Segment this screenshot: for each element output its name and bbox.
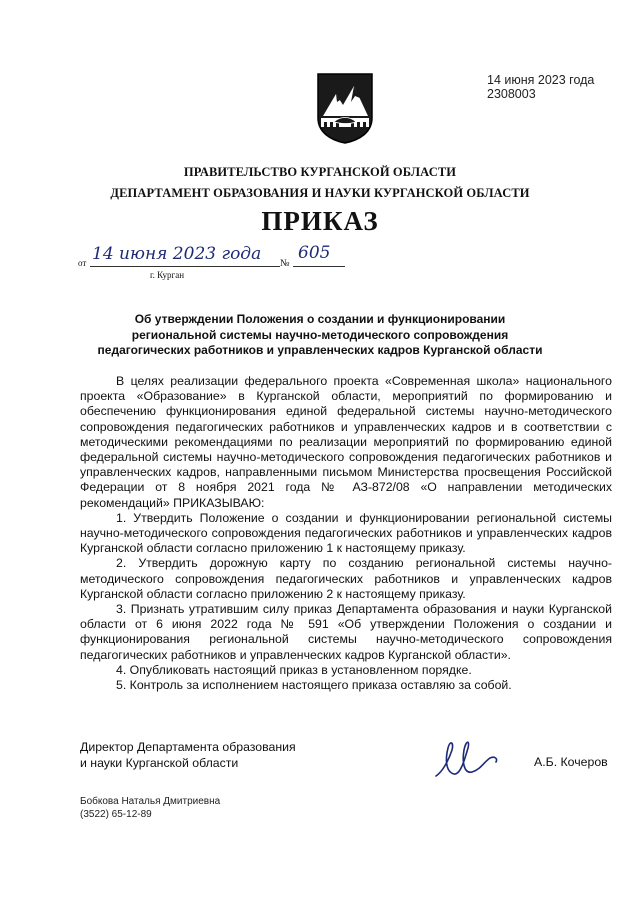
item-paragraph-2: 2. Утвердить дорожную карту по созданию региональной системы научно-методического сопровождения педагогических работников и управленческих кадров Курганской области согласно приложению 2 к настоящему приказу. — [80, 556, 612, 601]
number-underline — [293, 266, 345, 267]
position-line-2: и науки Курганской области — [80, 755, 239, 770]
order-subject: Об утверждении Положения о создании и функционировании региональной системы научно-методического сопровождения педагогических работников и управленческих кадров Курганской области — [97, 312, 543, 357]
preamble-paragraph: В целях реализации федерального проекта «Современная школа» национального проекта «Образование» в Курганской области, мероприятий по формированию и обеспечению функционирования единой федеральной системы научно-методического сопровождения педагогических работников и управленческих кадров и в соответствии с методическими рекомендациями по реализации мероприятий по формированию единой федеральной системы научно-методического сопровождения педагогических работников и управленческих кадров, направленными письмом Министерства просвещения Российской Федерации от 8 ноября 2021 года № АЗ-872/08 «О направлении методических рекомендаций» ПРИКАЗЫВАЮ: — [80, 374, 612, 510]
stamp-number: 2308003 — [487, 87, 536, 101]
date-underline — [90, 266, 280, 267]
registration-stamp — [487, 73, 594, 101]
order-date-handwritten: 14 июня 2023 года — [92, 244, 262, 264]
handwritten-signature-icon — [432, 732, 502, 782]
item-paragraph-4: 4. Опубликовать настоящий приказ в установленном порядке. — [116, 662, 472, 677]
stamp-date: 14 июня 2023 года — [487, 73, 595, 87]
order-number-label: № — [280, 258, 290, 269]
order-number-handwritten: 605 — [298, 243, 331, 263]
department-name: ДЕПАРТАМЕНТ ОБРАЗОВАНИЯ И НАУКИ КУРГАНСКОЙ ОБЛАСТИ — [110, 186, 530, 200]
government-name: ПРАВИТЕЛЬСТВО КУРГАНСКОЙ ОБЛАСТИ — [183, 165, 457, 179]
document-type-title: ПРИКАЗ — [261, 206, 379, 236]
item-paragraph-1: 1. Утвердить Положение о создании и функционировании региональной системы научно-методического сопровождения педагогических работников и управленческих кадров Курганской области согласно приложению 1 к настоящему приказу. — [80, 510, 612, 556]
item-paragraph-5: 5. Контроль за исполнением настоящего приказа оставляю за собой. — [116, 678, 512, 693]
signatory-name: А.Б. Кочеров — [534, 755, 608, 769]
order-city: г. Курган — [150, 270, 185, 280]
item-paragraph-3: 3. Признать утратившим силу приказ Департамента образования и науки Курганской области от 6 июня 2022 года № 591 «Об утверждении Положения о создании и функционирования региональной системы научно-методического сопровождения педагогических работников и управленческих кадров Курганской области». — [80, 602, 612, 662]
executor-info — [80, 795, 220, 821]
kurgan-coat-of-arms-icon — [316, 72, 374, 144]
order-from-label: от — [78, 258, 87, 268]
executor-phone: (3522) 65-12-89 — [80, 809, 152, 820]
position-line-1: Директор Департамента образования — [80, 740, 296, 754]
order-body — [80, 374, 612, 693]
signatory-position — [80, 740, 296, 771]
executor-name: Бобкова Наталья Дмитриевна — [80, 796, 221, 807]
